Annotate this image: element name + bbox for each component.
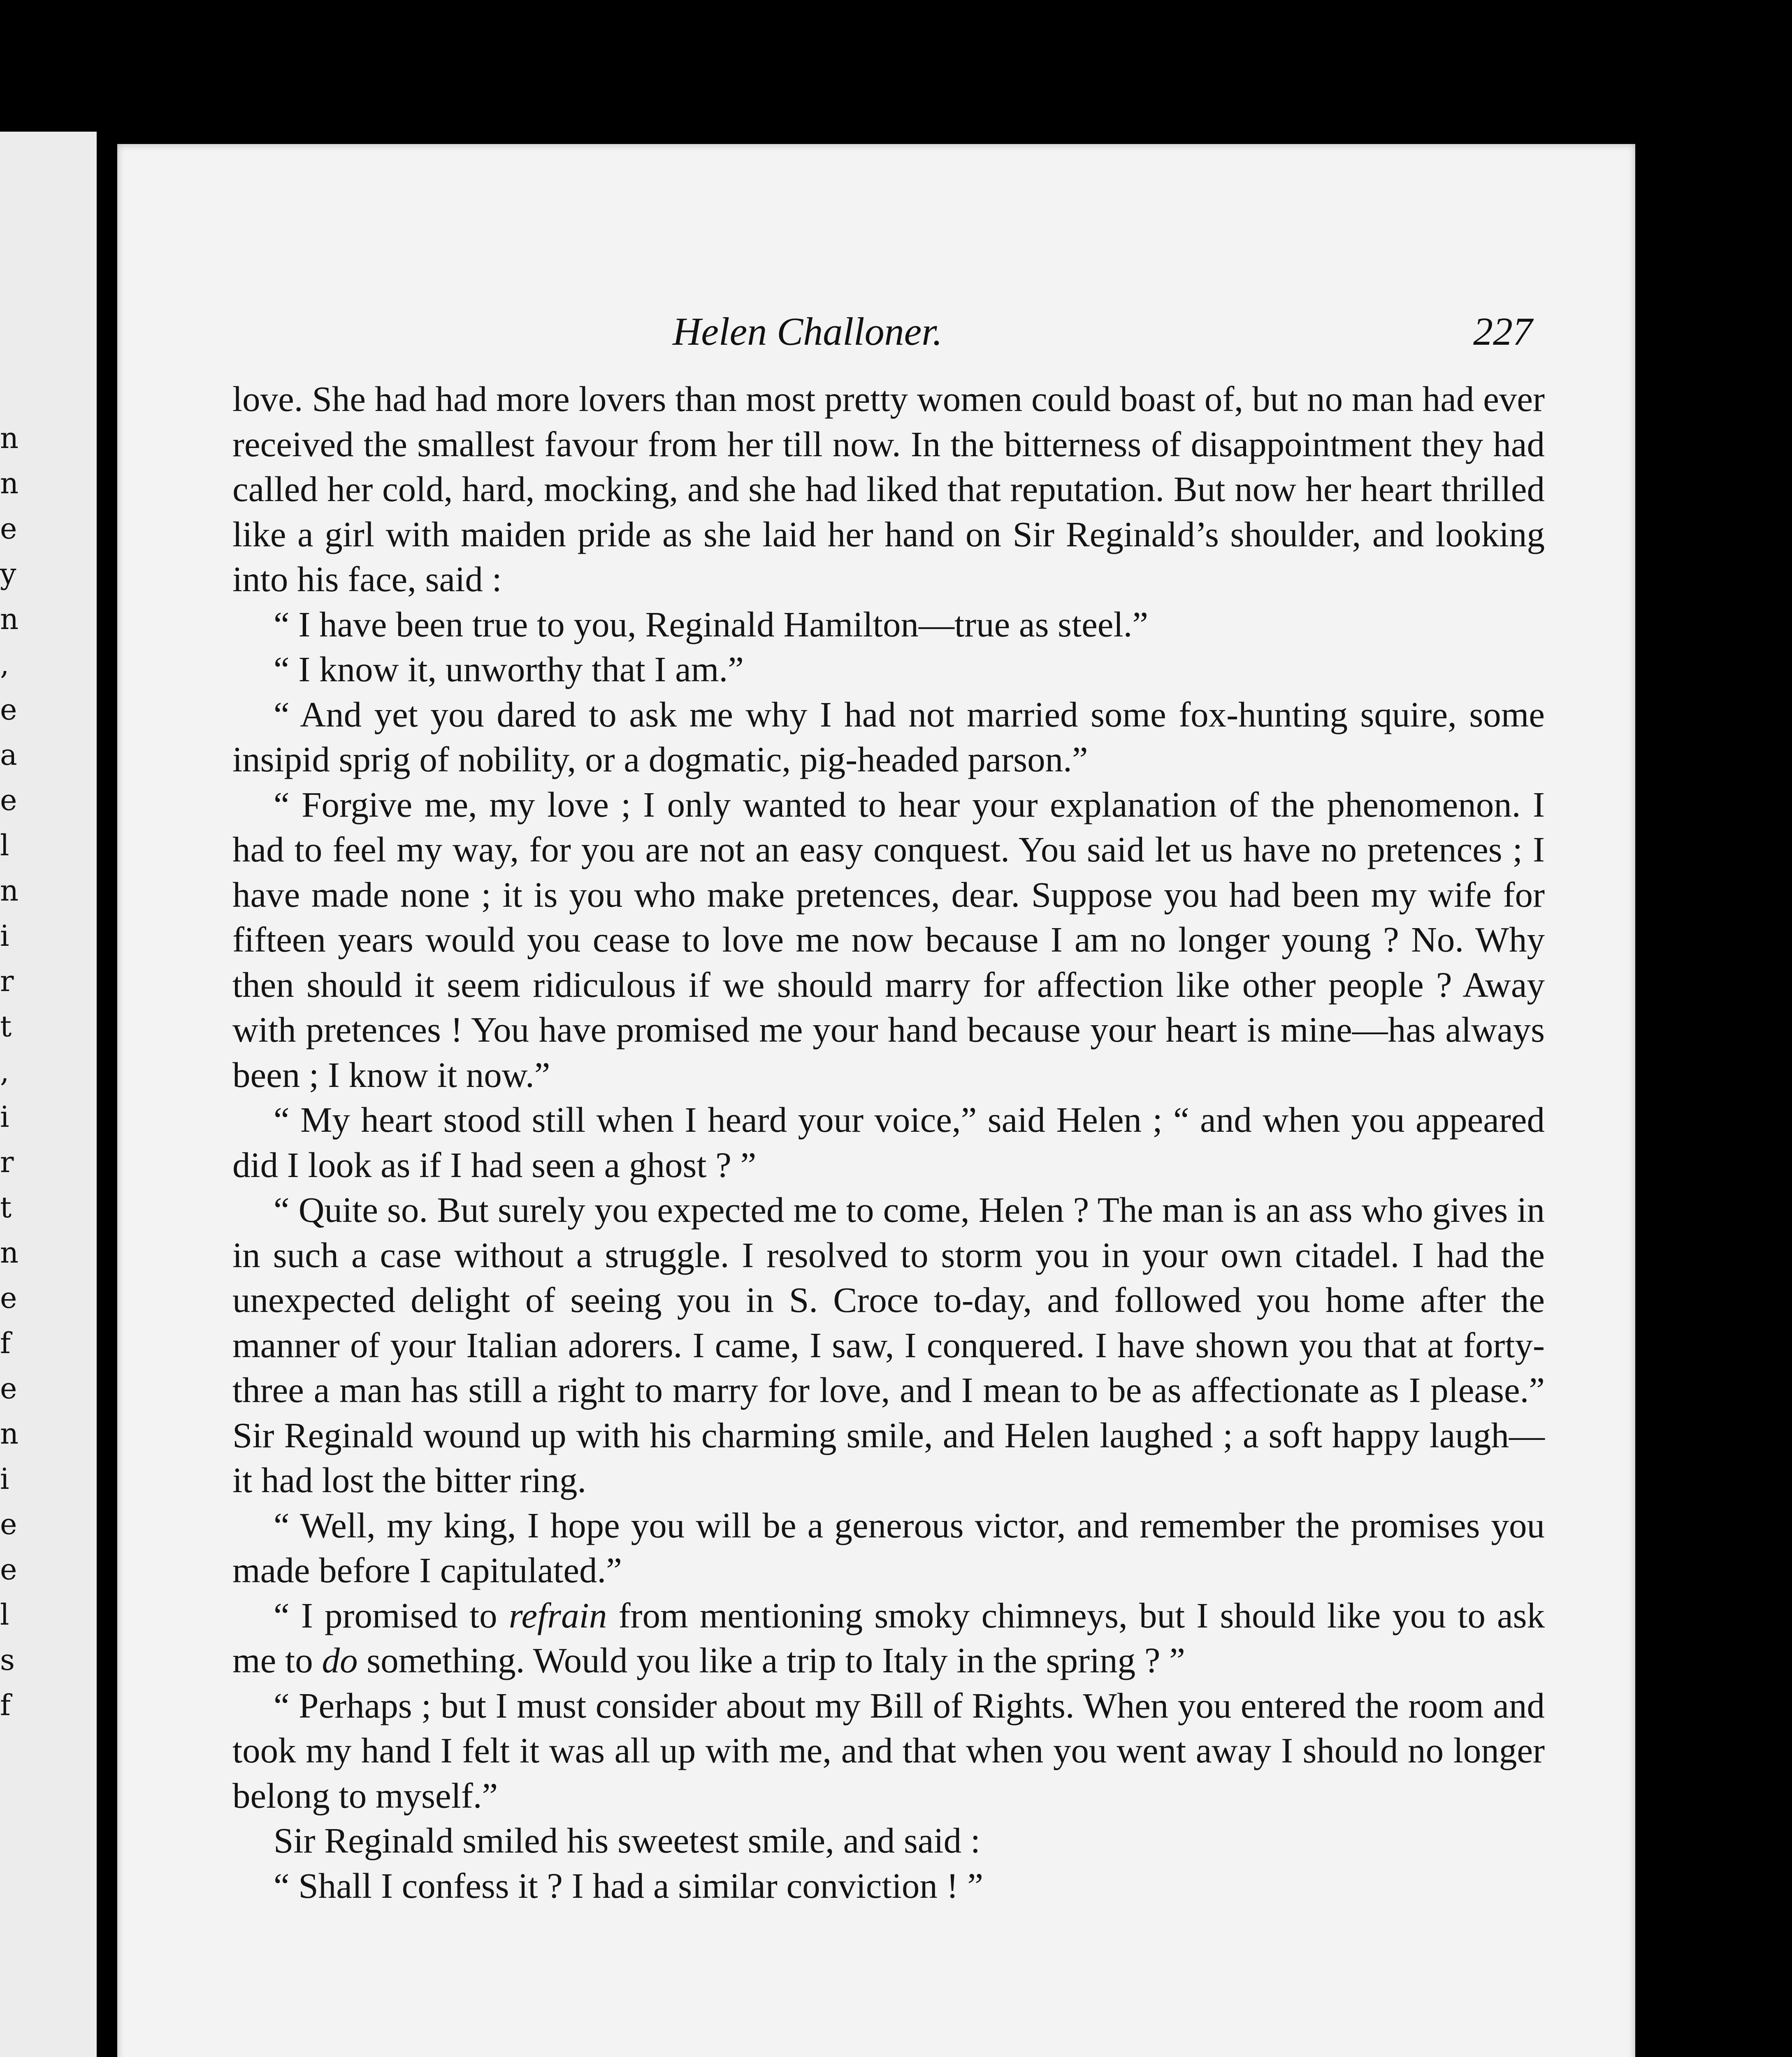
text-run: something. Would you like a trip to Italy in the spring ? ” [357,1640,1185,1680]
edge-letter: , [0,1055,9,1089]
edge-letter: i [0,1100,9,1134]
edge-letter: a [0,738,17,772]
book-page [117,144,1635,2057]
paragraph: “ Quite so. But surely you expected me to come, Helen ? The man is an ass who gives in in such a case without a struggle. I resolved to storm you in your own citadel. I had the unexpected delight of seeing you in S. Croce to-day, and followed you home after the manner of your Italian adorers. I came, I saw, I conquered. I have shown you that at forty-three a man has still a right to marry for love, and I mean to be as affectionate as I please.” Sir Reginald wound up with his charming smile, and Helen laughed ; a soft happy laugh—it had lost the bitter ring. [232,1190,1545,1500]
edge-letter: e [0,1507,17,1541]
paragraph: “ Shall I confess it ? I had a similar conviction ! ” [274,1865,983,1906]
paragraph: love. She had had more lovers than most pretty women could boast of, but no man had ever received the smallest favour from her till now. In the bitterness of disappointment they had called her cold, hard, mocking, and she had liked that reputation. But now her heart thrilled like a girl with maiden pride as she laid her hand on Sir Reginald’s shoulder, and looking into his face, said : [232,379,1545,599]
edge-letter: e [0,693,17,727]
paragraph: “ My heart stood still when I heard your voice,” said Helen ; “ and when you appeared did I look as if I had seen a ghost ? ” [232,1100,1545,1185]
body-text [232,376,1545,1908]
left-facing-page [0,132,97,2057]
paragraph-promise [232,1593,1545,1683]
edge-letter: e [0,783,17,817]
edge-letter: e [0,512,17,546]
paragraph: Sir Reginald smiled his sweetest smile, and said : [274,1820,981,1860]
edge-letter: e [0,1372,17,1405]
edge-letter: f [0,1326,11,1360]
edge-letter: n [0,421,19,455]
italic-word: do [322,1640,358,1680]
paragraph: “ Perhaps ; but I must consider about my Bill of Rights. When you entered the room and took my hand I felt it was all up with me, and that when you went away I should no longer belong to myself.” [232,1685,1545,1816]
edge-letter: t [0,1010,12,1043]
edge-letter: l [0,1598,9,1632]
page-header [117,309,1532,358]
edge-letter: i [0,919,9,953]
paragraph: “ And yet you dared to ask me why I had not married some fox-hunting squire, some insipid sprig of nobility, or a dogmatic, pig-headed parson.” [232,694,1545,779]
edge-letter: s [0,1643,15,1677]
edge-letter: y [0,557,16,591]
edge-letter: l [0,829,9,862]
edge-letter: n [0,467,19,500]
text-run: “ I promised to [274,1595,509,1635]
paragraph: “ Forgive me, my love ; I only wanted to hear your explanation of the phenomenon. I had to feel my way, for you are not an easy conquest. You said let us have no pretences ; I have made none ; it is you who make pretences, dear. Suppose you had been my wife for fifteen years would you cease to love me now because I am no longer young ? No. Why then should it seem ridiculous if we should marry for affection like other people ? Away with pretences ! You have promised me your hand because your heart is mine—has always been ; I know it now.” [232,784,1545,1095]
page-number: 227 [1473,309,1532,353]
italic-word: refrain [508,1595,607,1635]
paragraph: “ Well, my king, I hope you will be a generous victor, and remember the promises you made before I capitulated.” [232,1505,1545,1590]
edge-letter: n [0,1417,19,1451]
edge-letter: e [0,1553,17,1586]
left-page-edge-letters [0,416,19,1728]
edge-letter: , [0,648,9,681]
paragraph: “ I have been true to you, Reginald Hamilton—true as steel.” [274,604,1148,644]
edge-letter: n [0,874,19,908]
running-title: Helen Challoner. [673,309,942,353]
edge-letter: t [0,1191,12,1224]
text-run: from mentioning smoky chimneys, but I should like you to ask me to [232,1595,1545,1680]
edge-letter: i [0,1462,9,1496]
edge-letter: n [0,1236,19,1270]
paragraph: “ I know it, unworthy that I am.” [274,649,744,689]
edge-letter: r [0,1145,14,1179]
edge-letter: n [0,602,19,636]
edge-letter: f [0,1688,11,1722]
edge-letter: e [0,1281,17,1315]
edge-letter: r [0,964,14,998]
